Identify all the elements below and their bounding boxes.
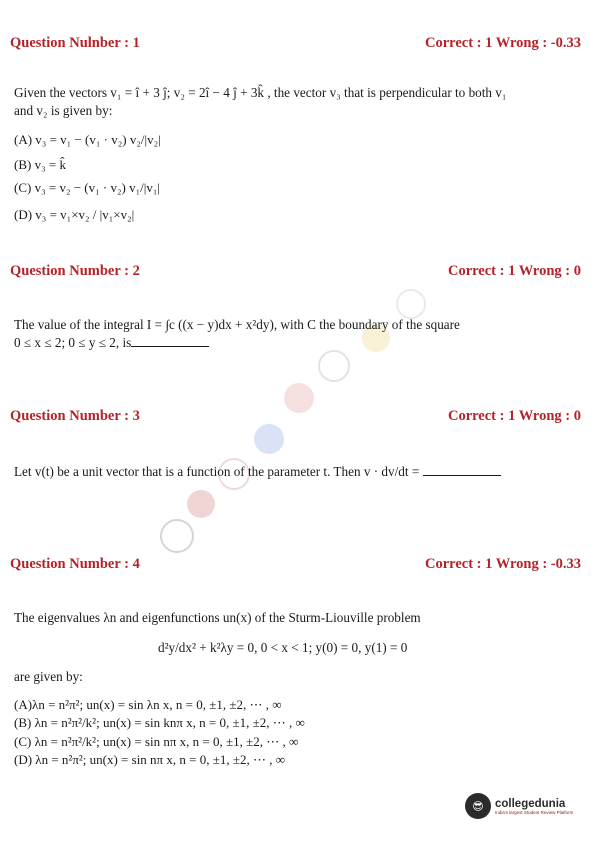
option-a[interactable]: (A) v₃ = v₁ − (v₁ · v₂) v₂/|v₂| <box>14 132 161 147</box>
watermark-seal <box>396 289 426 319</box>
question-4-text <box>14 609 581 627</box>
watermark-seal <box>187 490 215 518</box>
question-text-line: and v₂ is given by: <box>14 103 113 118</box>
marking-scheme: Correct : 1 Wrong : -0.33 <box>425 35 581 51</box>
option-c[interactable]: (C) λn = n²π²/k²; un(x) = sin nπ x, n = 0, ±1, ±2, ⋯ , ∞ <box>14 734 299 749</box>
question-1-text <box>14 84 581 120</box>
answer-blank[interactable] <box>423 475 501 476</box>
question-number: Question Number : 2 <box>10 263 140 279</box>
logo-name: collegedunia <box>495 797 566 810</box>
question-number: Question Nulnber : 1 <box>10 35 140 51</box>
question-2-text <box>14 316 581 352</box>
option-a[interactable]: (A)λn = n²π²; un(x) = sin λn x, n = 0, ±1, ±2, ⋯ , ∞ <box>14 697 282 712</box>
question-2-header <box>10 263 581 280</box>
question-3-text <box>14 463 581 481</box>
marking-scheme: Correct : 1 Wrong : 0 <box>447 408 581 424</box>
watermark-seal <box>254 424 284 454</box>
question-1-header <box>10 35 581 52</box>
collegedunia-logo <box>465 793 573 819</box>
option-d[interactable]: (D) v₃ = v₁×v₂ / |v₁×v₂| <box>14 207 135 222</box>
watermark-seal <box>318 350 350 382</box>
question-4-text-cont <box>14 668 581 686</box>
marking-scheme: Correct : 1 Wrong : 0 <box>447 263 581 279</box>
marking-scheme: Correct : 1 Wrong : -0.33 <box>425 556 581 572</box>
question-number: Question Number : 3 <box>10 408 140 424</box>
logo-tagline: India's largest Student Review Platform <box>495 809 574 815</box>
question-text-line: 0 ≤ x ≤ 2; 0 ≤ y ≤ 2, is <box>14 335 132 350</box>
question-text-line: The eigenvalues λn and eigenfunctions un(x) of the Sturm-Liouville problem <box>14 610 421 625</box>
option-d[interactable]: (D) λn = n²π²; un(x) = sin nπ x, n = 0, ±1, ±2, ⋯ , ∞ <box>14 752 285 767</box>
answer-blank[interactable] <box>131 346 209 347</box>
watermark-seal <box>160 519 194 553</box>
question-text-line: are given by: <box>14 669 83 684</box>
differential-equation: d²y/dx² + k²λy = 0, 0 < x < 1; y(0) = 0, y(1) = 0 <box>158 640 408 655</box>
question-3-header <box>10 408 581 425</box>
option-c[interactable]: (C) v₃ = v₂ − (v₁ · v₂) v₁/|v₁| <box>14 180 160 195</box>
question-4-header <box>10 556 581 573</box>
option-b[interactable]: (B) λn = n²π²/k²; un(x) = sin knπ x, n = 0, ±1, ±2, ⋯ , ∞ <box>14 715 305 730</box>
mascot-icon: 😎 <box>465 793 491 819</box>
question-text-line: Given the vectors v₁ = î + 3 ĵ; v₂ = 2î − 4 ĵ + 3k̂ , the vector v₃ that is perpendicular to both v₁ <box>14 85 507 100</box>
option-b[interactable]: (B) v₃ = k̂ <box>14 157 66 172</box>
question-text-line: Let v(t) be a unit vector that is a function of the parameter t. Then v · dv/dt = <box>14 464 420 479</box>
question-text-line: The value of the integral I = ∫c ((x − y)dx + x²dy), with C the boundary of the square <box>14 317 460 332</box>
question-number: Question Number : 4 <box>10 556 140 572</box>
